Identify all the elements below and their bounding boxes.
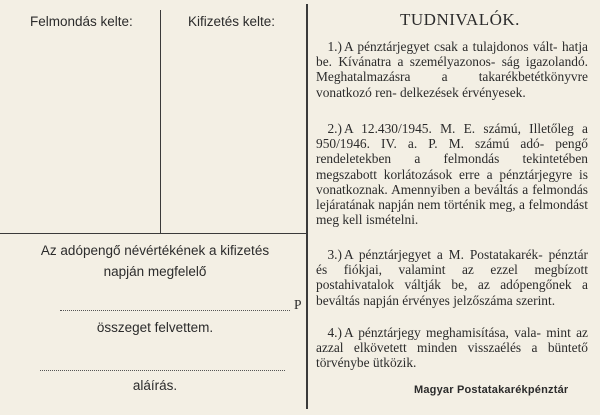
notice-text: A pénztárjegy meghamisítása, vala- mint az azzal elkövetett minden visszaélés a büntető törvénybe ütközik. <box>316 325 588 371</box>
value-statement-line2: napján megfelelő <box>103 264 207 279</box>
notices-title: TUDNIVALÓK. <box>400 10 520 29</box>
notice-item <box>316 247 588 308</box>
notice-item <box>316 39 588 100</box>
amount-line <box>60 310 290 311</box>
notice-text: A 12.430/1945. M. E. számú, Illetőleg a 950/1946. IV. a. P. M. számú adó- pengő rendeletekben a felmondás tekintetében megszabott korlátozások erre a pénztárjegyre is vonatkoznak. Amennyiben a beváltás a felmondás lejáratának napján nem történik meg, a felmondást meg kell ismételni. <box>316 121 588 228</box>
notice-number: 1.) <box>327 39 342 54</box>
notice-text: A pénztárjegyet a M. Postatakarék- pénztár és fiókjai, valamint az ezzel megbízott postahivatalok váltják be, az adópengőnek a beváltás napján érvényes jelzőszáma szerint. <box>316 247 588 308</box>
main-divider <box>306 4 308 409</box>
notice-number: 3.) <box>327 247 342 262</box>
value-statement-line1: Az adópengő névértékének a kifizetés <box>40 243 270 258</box>
currency-mark: P <box>294 297 302 312</box>
notice-text: A pénztárjegyet csak a tulajdonos vált- hatja be. Kívánatra a személyazonos- ság igazolandó. Meghatalmazásra a takarékbetétkönyvre vonatkozó ren- delkezések érvényesek. <box>316 39 588 100</box>
signature-label: aláírás. <box>132 378 178 393</box>
notice-number: 2.) <box>327 121 342 136</box>
issuer-footer: Magyar Postatakarékpénztár <box>414 384 569 396</box>
notice-number: 4.) <box>327 325 342 340</box>
notice-item <box>316 121 588 227</box>
signature-line <box>40 370 285 371</box>
payment-date-label: Kifizetés kelte: <box>188 14 276 29</box>
date-columns-divider <box>160 10 161 233</box>
amount-received-label: összeget felvettem. <box>96 320 214 335</box>
horizontal-separator <box>0 233 307 234</box>
notice-item <box>316 325 588 371</box>
notice-date-label: Felmondás kelte: <box>30 14 133 29</box>
